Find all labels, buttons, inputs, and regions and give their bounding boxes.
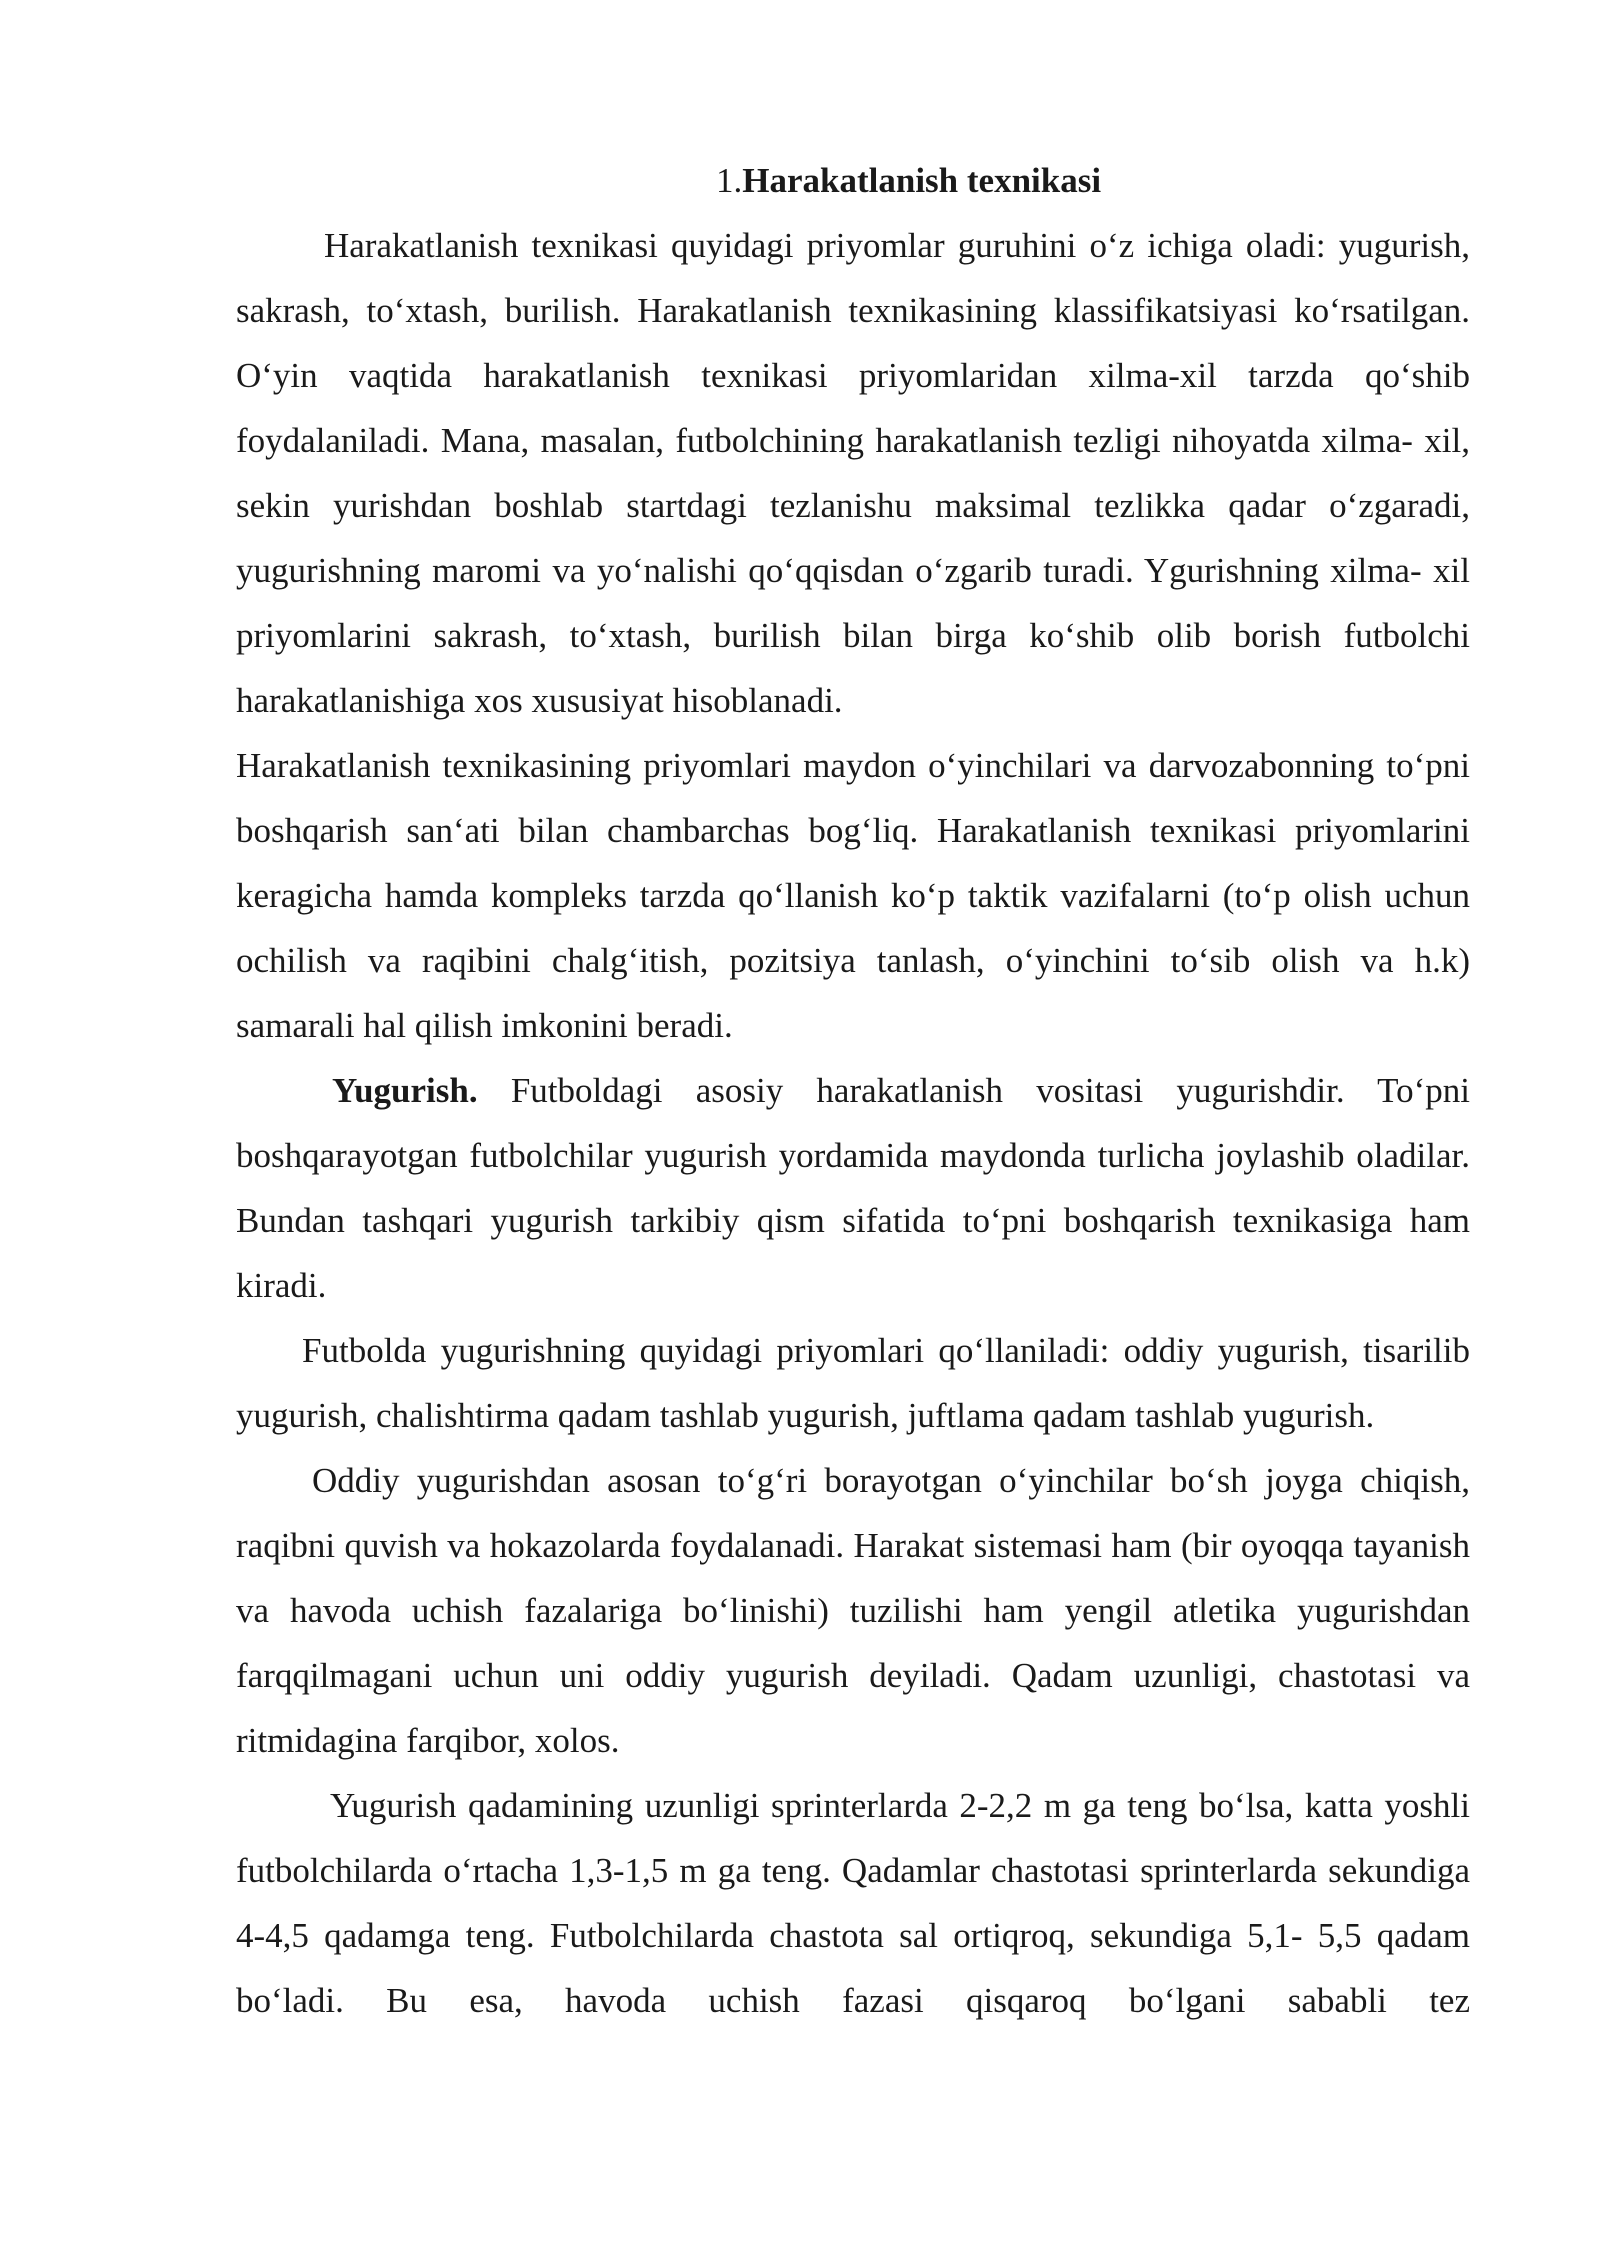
section-heading xyxy=(236,148,1470,213)
heading-number: 1. xyxy=(716,161,743,200)
paragraph-running-text: Futboldagi asosiy harakatlanish vositasi yugurishdir. To‘pni boshqarayotgan futbolchilar yugurish yordamida maydonda turlicha joylashib oladilar. Bundan tashqari yugurish tarkibiy qism sifatida to‘pni boshqarish texnikasiga ham kiradi. xyxy=(236,1071,1470,1305)
paragraph-stride-length: Yugurish qadamining uzunligi sprinterlarda 2-2,2 m ga teng bo‘lsa, katta yoshli futbolchilarda o‘rtacha 1,3-1,5 m ga teng. Qadamlar chastotasi sprinterlarda sekundiga 4-4,5 qadamga teng. Futbolchilarda chastota sal ortiqroq, sekundiga 5,1- 5,5 qadam bo‘ladi. Bu esa, havoda uchish fazasi qisqaroq bo‘lgani sababli tez xyxy=(236,1786,1470,2020)
heading-title: Harakatlanish texnikasi xyxy=(742,161,1102,200)
paragraph-running-lead: Yugurish. xyxy=(332,1071,478,1110)
paragraph-techniques: Harakatlanish texnikasining priyomlari maydon o‘yinchilari va darvozabonning to‘pni boshqarish san‘ati bilan chambarchas bog‘liq. Harakatlanish texnikasi priyomlarini keragicha hamda kompleks tarzda qo‘llanish ko‘p taktik vazifalarni (to‘p olish uchun ochilish va raqibini chalg‘itish, pozitsiya tanlash, o‘yinchini to‘sib olish va h.k) samarali hal qilish imkonini beradi. xyxy=(236,746,1470,1045)
paragraph-intro: Harakatlanish texnikasi quyidagi priyomlar guruhini o‘z ichiga oladi: yugurish, sakrash, to‘xtash, burilish. Harakatlanish texnikasining klassifikatsiyasi ko‘rsatilgan. O‘yin vaqtida harakatlanish texnikasi priyomlaridan xilma-xil tarzda qo‘shib foydalaniladi. Mana, masalan, futbolchining harakatlanish tezligi nihoyatda xilma- xil, sekin yurishdan boshlab startdagi tezlanishu maksimal tezlikka qadar o‘zgaradi, yugurishning maromi va yo‘nalishi qo‘qqisdan o‘zgarib turadi. Ygurishning xilma- xil priyomlarini sakrash, to‘xtash, burilish bilan birga ko‘shib olib borish futbolchi harakatlanishiga xos xususiyat hisoblanadi. xyxy=(236,226,1470,720)
paragraph-running xyxy=(236,1058,1470,1318)
paragraph-running-types: Futbolda yugurishning quyidagi priyomlari qo‘llaniladi: oddiy yugurish, tisarilib yugurish, chalishtirma qadam tashlab yugurish, juftlama qadam tashlab yugurish. xyxy=(236,1331,1470,1435)
document-page xyxy=(236,148,1470,2033)
paragraph-simple-running: Oddiy yugurishdan asosan to‘g‘ri borayotgan o‘yinchilar bo‘sh joyga chiqish, raqibni quvish va hokazolarda foydalanadi. Harakat sistemasi ham (bir oyoqqa tayanish va havoda uchish fazalariga bo‘linishi) tuzilishi ham yengil atletika yugurishdan farqqilmagani uchun uni oddiy yugurish deyiladi. Qadam uzunligi, chastotasi va ritmidagina farqibor, xolos. xyxy=(236,1461,1470,1760)
